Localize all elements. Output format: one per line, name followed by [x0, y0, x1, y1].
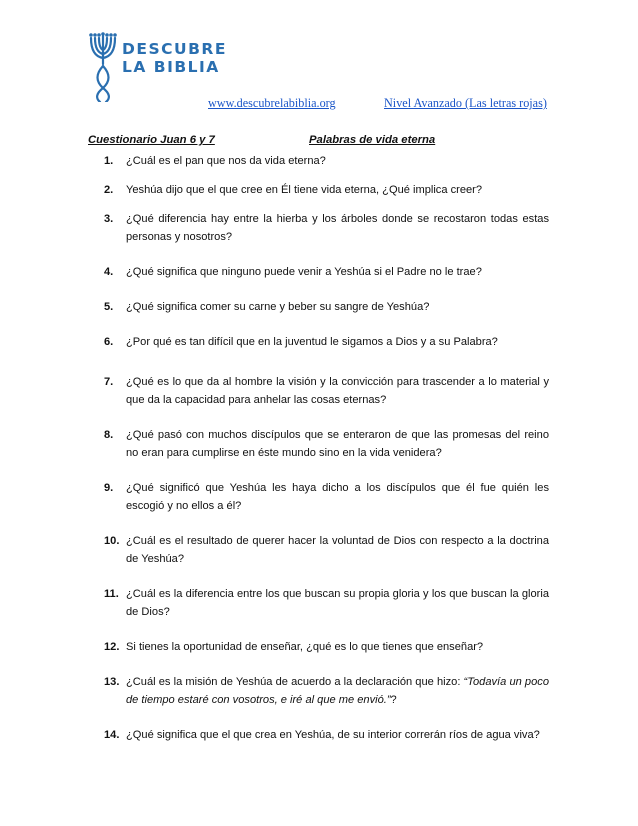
question-number: 2. [104, 184, 114, 196]
quiz-subtitle: Palabras de vida eterna [309, 134, 436, 146]
level-link[interactable]: Nivel Avanzado (Las letras rojas) [384, 96, 547, 110]
question-item [106, 479, 549, 515]
question-text: ¿Qué significa que el que crea en Yeshúa, de su interior correrán ríos de agua viva? [126, 729, 540, 741]
question-number: 4. [104, 266, 114, 278]
question-item [106, 532, 549, 568]
question-text: ¿Qué significó que Yeshúa les haya dicho a los discípulos que él fue quién les escogió y no ellos a él? [126, 482, 549, 512]
question-number: 7. [104, 376, 114, 388]
question-text: ¿Cuál es la diferencia entre los que buscan su propia gloria y los que buscan la gloria de Dios? [126, 588, 549, 618]
question-number: 5. [104, 301, 114, 313]
question-item [106, 298, 549, 316]
question-item [106, 210, 549, 246]
question-list [106, 152, 549, 744]
question-number: 9. [104, 482, 114, 494]
question-text: ¿Qué significa que ninguno puede venir a Yeshúa si el Padre no le trae? [126, 266, 482, 278]
question-number: 10. [104, 535, 120, 547]
question-number: 6. [104, 336, 114, 348]
question-item [106, 152, 549, 170]
question-text: ¿Qué es lo que da al hombre la visión y la convicción para trascender a lo material y que da la capacidad para anhelar las cosas eternas? [126, 376, 549, 406]
question-number: 8. [104, 429, 114, 441]
website-link[interactable]: www.descubrelabiblia.org [208, 96, 336, 110]
question-item [106, 426, 549, 462]
menorah-fish-icon [86, 30, 120, 102]
question-number: 13. [104, 676, 120, 688]
question-item [106, 263, 549, 281]
question-item [106, 726, 549, 744]
question-text-tail: ? [390, 694, 397, 706]
question-number: 1. [104, 155, 114, 167]
question-text-lead: ¿Cuál es la misión de Yeshúa de acuerdo a la declaración que hizo: [126, 676, 464, 688]
question-quote: “Todavía un poco de tiempo estaré con vosotros, e iré al que me envió.” [126, 676, 549, 706]
question-number: 14. [104, 729, 120, 741]
logo-line-1: DESCUBRE [122, 40, 227, 58]
question-text: Si tienes la oportunidad de enseñar, ¿qué es lo que tienes que enseñar? [126, 641, 484, 653]
question-text: ¿Qué significa comer su carne y beber su sangre de Yeshúa? [126, 301, 430, 313]
question-item [106, 585, 549, 621]
question-item [106, 673, 549, 709]
logo-line-2: LA BIBLIA [122, 58, 220, 76]
question-item [106, 333, 549, 351]
question-text: Yeshúa dijo que el que cree en Él tiene vida eterna, ¿Qué implica creer? [126, 184, 483, 196]
question-text: ¿Cuál es el resultado de querer hacer la voluntad de Dios con respecto a la doctrina de Yeshúa? [126, 535, 549, 565]
quiz-heading [0, 134, 638, 150]
logo-text [122, 40, 227, 76]
question-item [106, 373, 549, 409]
question-item [106, 638, 549, 656]
question-text: ¿Cuál es el pan que nos da vida eterna? [126, 155, 326, 167]
question-number: 11. [104, 588, 119, 600]
quiz-title: Cuestionario Juan 6 y 7 [88, 134, 215, 146]
question-number: 12. [104, 641, 120, 653]
header-links [0, 96, 638, 112]
question-text [126, 676, 549, 706]
question-text: ¿Qué pasó con muchos discípulos que se enteraron de que las promesas del reino no eran para cumplirse en éste mundo sino en la vida venidera? [126, 429, 549, 459]
question-text: ¿Por qué es tan difícil que en la juventud le sigamos a Dios y a su Palabra? [126, 336, 498, 348]
question-item [106, 181, 549, 199]
question-number: 3. [104, 213, 114, 225]
question-text: ¿Qué diferencia hay entre la hierba y los árboles donde se recostaron todas estas personas y nosotros? [126, 213, 549, 243]
